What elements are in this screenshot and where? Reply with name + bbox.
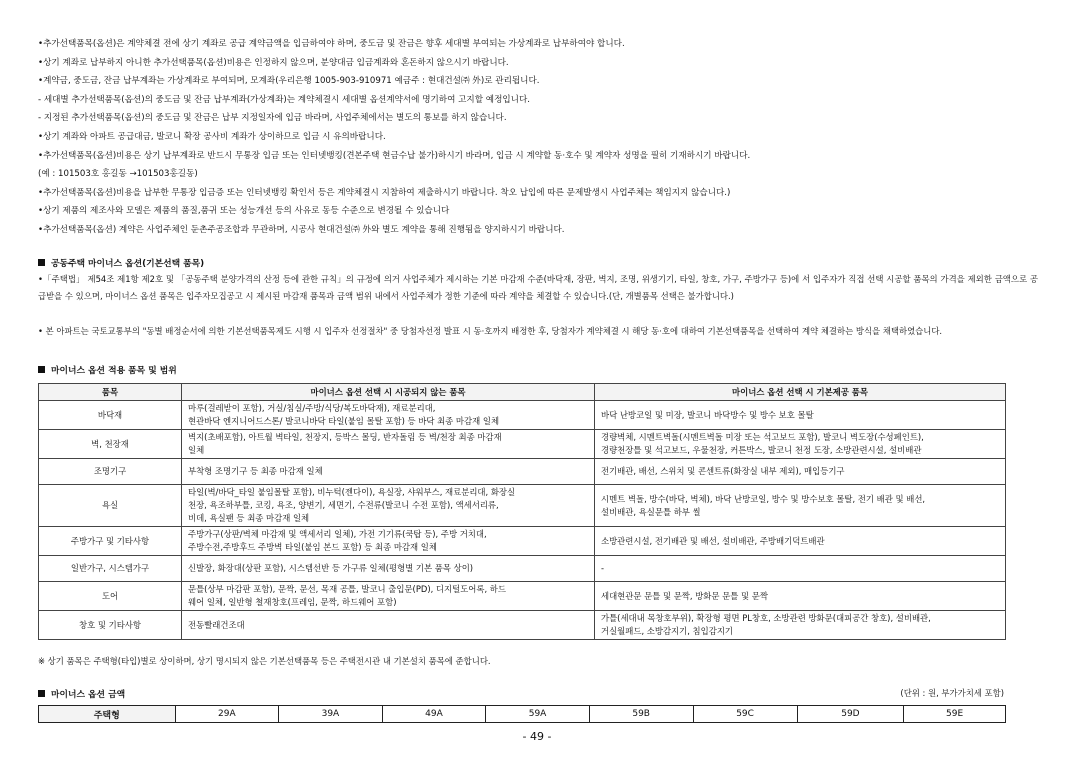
table-cell: 바닥 난방코일 및 미장, 발코니 바닥방수 및 방수 보호 몰탈 (595, 401, 1006, 430)
note-line: •추가선택품목(옵션) 계약은 사업주체인 둔촌주공조합과 무관하며, 시공사 현대건설㈜ 外와 별도 계약을 통해 진행됨을 양지하시기 바랍니다. (38, 224, 565, 235)
table-cell: 타일(벽/바닥_타일 붙임몰탈 포함), 비누턱(젠다이), 욕실장, 샤워부스, 재료분리대, 화장실 천장, 욕조하부틀, 코킹, 욕조, 양변기, 세면기, 수전류(발코니 수전 포함), 액세서리류, 비데, 욕실팬 등 최종 마감재 일체 (182, 485, 595, 527)
table-cell: 벽지(초배포함), 아트월 벽타일, 천장지, 등박스 몰딩, 반자돌림 등 벽/천장 최종 마감재 일체 (182, 430, 595, 459)
table-row (39, 582, 1006, 611)
table-cell: - (595, 556, 1006, 582)
table-row (39, 485, 1006, 527)
table-cell: 신발장, 화장대(상판 포함), 시스템선반 등 가구류 일체(평형별 기본 품목 상이) (182, 556, 595, 582)
table-cell: 문틀(상부 마감판 포함), 문짝, 문선, 목재 공틀, 발코니 출입문(PD), 디지털도어록, 하드 웨어 일체, 일반형 철재창호(프레임, 문짝, 하드웨어 포함) (182, 582, 595, 611)
note-line: •추가선택품목(옵션)비용은 상기 납부계좌로 반드시 무통장 입금 또는 인터넷뱅킹(견본주택 현금수납 불가)하시기 바라며, 입금 시 계약할 동·호수 및 계약자 성명을 필히 기재하시기 바랍니다. (38, 150, 751, 161)
column-header: 59B (589, 706, 693, 723)
note-line: •상기 계좌로 납부하지 아니한 추가선택품목(옵션)비용은 인정하지 않으며, 분양대금 입금계좌와 혼돈하지 않으시기 바랍니다. (38, 57, 509, 68)
table-cell: 도어 (39, 582, 182, 611)
square-bullet-icon (38, 366, 45, 373)
note-line: - 세대별 추가선택품목(옵션)의 중도금 및 잔금 납부계좌(가상계좌)는 계약체결시 세대별 옵션계약서에 명기하여 고지할 예정입니다. (38, 94, 531, 105)
table-cell: 소방관련시설, 전기배관 및 배선, 설비배관, 주방배기덕트배관 (595, 527, 1006, 556)
table-header-row (39, 706, 1006, 723)
column-header: 59C (693, 706, 797, 723)
unit-note: (단위 : 원, 부가가치세 포함) (900, 688, 1004, 698)
table-header-row (39, 384, 1006, 401)
table-cell: 가틀(세대내 목창호부위), 확장형 평면 PL창호, 소방관련 방화문(대피공간 창호), 설비배관, 거실월패드, 소방감지기, 침입감지기 (595, 611, 1006, 640)
square-bullet-icon (38, 690, 45, 697)
column-header: 품목 (39, 384, 182, 401)
section-title: 공동주택 마이너스 옵션(기본선택 품목) (51, 259, 205, 269)
table-cell: 시멘트 벽돌, 방수(바닥, 벽체), 바닥 난방코일, 방수 및 방수보호 몰탈, 전기 배관 및 배선, 설비배관, 욕실문틀 하부 씰 (595, 485, 1006, 527)
table-cell: 전동빨래건조대 (182, 611, 595, 640)
section-heading (38, 363, 177, 376)
table-row (39, 430, 1006, 459)
column-header: 59D (797, 706, 904, 723)
column-header: 39A (279, 706, 383, 723)
section-heading (38, 256, 204, 269)
minus-option-table (38, 383, 1006, 640)
column-header: 59A (486, 706, 590, 723)
table-row (39, 611, 1006, 640)
table-cell: 전기배관, 배선, 스위치 및 콘센트류(화장실 내부 제외), 매입등기구 (595, 459, 1006, 485)
note-line: •추가선택품목(옵션)비용을 납부한 무통장 입금증 또는 인터넷뱅킹 확인서 등은 계약체결시 지참하여 제출하시기 바랍니다. 착오 납입에 따른 문제발생시 사업주체는 책임지지 않습니다.) (38, 187, 731, 198)
table-row (39, 459, 1006, 485)
table-cell: 일반가구, 시스템가구 (39, 556, 182, 582)
column-header: 49A (382, 706, 486, 723)
section-title: 마이너스 옵션 적용 품목 및 범위 (51, 366, 177, 376)
note-line: - 지정된 추가선택품목(옵션)의 중도금 및 잔금은 납부 지정일자에 입금 바라며, 사업주체에서는 별도의 통보를 하지 않습니다. (38, 113, 507, 124)
footnote: ※ 상기 품목은 주택형(타입)별로 상이하며, 상기 명시되지 않은 기본선택품목 등은 주택전시관 내 기본설치 품목에 준합니다. (38, 656, 491, 666)
table-cell: 창호 및 기타사항 (39, 611, 182, 640)
table-row (39, 401, 1006, 430)
table-cell: 욕실 (39, 485, 182, 527)
table-cell: 주방가구 및 기타사항 (39, 527, 182, 556)
table-cell: 바닥재 (39, 401, 182, 430)
notes-block (38, 35, 1038, 240)
square-bullet-icon (38, 259, 45, 266)
paragraph: •「주택법」 제54조 제1항 제2호 및 「공동주택 분양가격의 산정 등에 관한 규칙」의 규정에 의거 사업주체가 제시하는 기본 마감재 수준(바닥재, 장판, 벽지, 조명, 위생기기, 타일, 창호, 가구, 주방가구 등)에 서 입주자가 직접 선택 시공할 품목의 가격을 제외한 금액으로 공급받을 수 있으며, 마이너스 옵션 품목은 입주자모집공고 시 제시된 마감재 품목과 금액 범위 내에서 사업주체가 정한 기준에 따라 계약을 체결할 수 있습니다.(단, 개별품목 선택은 불가합니다.) (38, 274, 1038, 302)
table-cell: 조명기구 (39, 459, 182, 485)
note-line: •추가선택품목(옵션)은 계약체결 전에 상기 계좌로 공급 계약금액을 입금하여야 하며, 중도금 및 잔금은 향후 세대별 부여되는 가상계좌로 납부하여야 합니다. (38, 39, 625, 49)
section-title: 마이너스 옵션 금액 (51, 690, 126, 700)
table-cell: 주방가구(상판/벽체 마감재 및 액세서리 일체), 가전 기기류(쿡탑 등), 주방 거치대, 주방수전,주방후드 주방벽 타일(붙임 본드 포함) 등 최종 마감재 일체 (182, 527, 595, 556)
page-number: - 49 - (522, 730, 552, 743)
note-line: •계약금, 중도금, 잔금 납부계좌는 가상계좌로 부여되며, 모계좌(우리은행 1005-903-910971 예금주 : 현대건설㈜ 外)로 관리됩니다. (38, 76, 540, 87)
section-heading (38, 687, 125, 700)
table-cell: 벽, 천장재 (39, 430, 182, 459)
note-line: (예 : 101503호 홍길동 →101503홍길동) (38, 169, 198, 180)
table-row (39, 527, 1006, 556)
column-header: 마이너스 옵션 선택 시 기본제공 품목 (595, 384, 1006, 401)
column-header: 주택형 (39, 706, 176, 723)
table-cell: 부착형 조명기구 등 최종 마감재 일체 (182, 459, 595, 485)
note-line: •상기 제품의 제조사와 모델은 제품의 품질,품귀 또는 성능개선 등의 사유로 동등 수준으로 변경될 수 있습니다 (38, 206, 450, 217)
table-row (39, 556, 1006, 582)
column-header: 29A (175, 706, 279, 723)
paragraph: • 본 아파트는 국토교통부의 "동별 배정순서에 의한 기본선택품목제도 시행 시 입주자 선정절차" 중 당첨자선정 발표 시 동·호까지 배정한 후, 당첨자가 계약체결 시 해당 동·호에 대하여 기본선택품목을 선택하여 계약 체결하는 방식을 채택하였습니다. (38, 326, 943, 336)
table-body (39, 401, 1006, 640)
table-cell: 마루(걸레받이 포함), 거실/침실/주방/식당/복도바닥재), 재료분리대, 현관바닥 엔지니어드스톤/ 발코니바닥 타일(붙임 몰탈 포함) 등 바닥 최종 마감재 일체 (182, 401, 595, 430)
option-price-table (38, 705, 1006, 723)
table-cell: 세대현관문 문틀 및 문짝, 방화문 문틀 및 문짝 (595, 582, 1006, 611)
table-cell: 경량벽체, 시멘트벽돌(시멘트벽돌 미장 또는 석고보드 포함), 발코니 벽도장(수성페인트), 경량천장틀 및 석고보드, 우물천장, 커튼박스, 발코니 천정 도장, 소방관련시설, 설비배관 (595, 430, 1006, 459)
note-line: •상기 계좌와 아파트 공급대금, 발코니 확장 공사비 계좌가 상이하므로 입금 시 유의바랍니다. (38, 131, 386, 142)
column-header: 59E (904, 706, 1006, 723)
column-header: 마이너스 옵션 선택 시 시공되지 않는 품목 (182, 384, 595, 401)
